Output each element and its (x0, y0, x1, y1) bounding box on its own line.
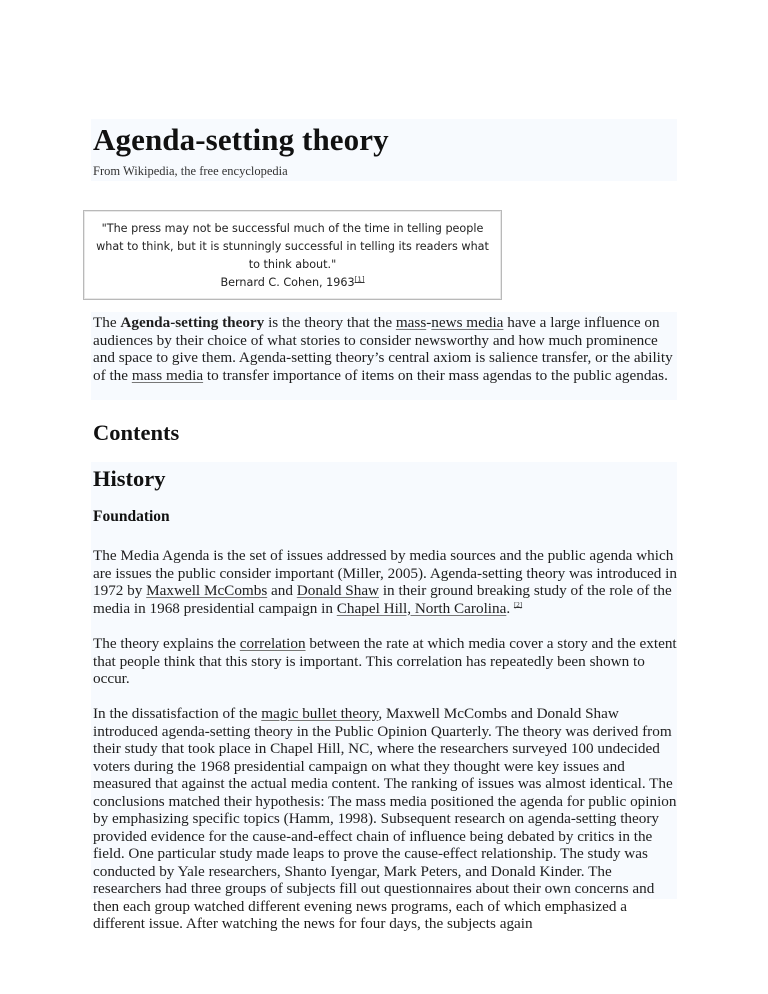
quote-text: "The press may not be successful much of the time in telling people what to think, but it is stunningly successful in telling its readers what to think about." (96, 222, 489, 271)
paragraph-text: in their ground breaking study of the role of the media in 1968 presidential campaign in (93, 582, 672, 617)
link-news-media[interactable]: news media (431, 314, 504, 331)
paragraph-text: . (506, 599, 514, 617)
citation-link-2[interactable]: [2] (513, 600, 523, 609)
quote-attribution (84, 274, 501, 292)
intro-paragraph (93, 314, 675, 384)
paragraph-text: The theory explains the (93, 635, 240, 652)
page-title: Agenda-setting theory (93, 122, 389, 157)
link-maxwell-mccombs[interactable]: Maxwell McCombs (146, 582, 268, 599)
paragraph-text: and (267, 582, 297, 599)
foundation-heading: Foundation (93, 508, 170, 525)
intro-section (91, 312, 677, 400)
contents-heading: Contents (93, 420, 180, 445)
citation-link-1[interactable]: [1] (354, 275, 365, 284)
tagline: From Wikipedia, the free encyclopedia (93, 164, 288, 178)
quote-attribution-text: Bernard C. Cohen, 1963 (220, 276, 355, 289)
history-section (91, 462, 677, 932)
link-chapel-hill[interactable]: Chapel Hill, North Carolina (336, 599, 507, 617)
history-heading: History (93, 466, 166, 491)
paragraph-text: The Media Agenda is the set of issues addressed by media sources and the public agenda which are issues the public consider important (Miller, 2005). Agenda-setting theory was introduced in 1972 by (93, 547, 677, 599)
link-correlation[interactable]: correlation (239, 635, 306, 652)
link-mass[interactable]: mass (395, 314, 427, 331)
history-paragraph-2 (93, 635, 677, 688)
intro-text: to transfer importance of items on their mass agendas to the public agendas. (203, 366, 668, 384)
link-mass-media[interactable]: mass media (131, 366, 204, 384)
history-paragraph-1 (93, 547, 677, 617)
title-block (91, 119, 677, 181)
paragraph-text: between the rate at which media cover a story and the extent that people think that this story is important. This correlation has repeatedly been shown to occur. (93, 635, 677, 687)
paragraph-text: , Maxwell McCombs and Donald Shaw introduced agenda-setting theory in the Public Opinion Quarterly. The theory was derived from their study that took place in Chapel Hill, NC, where the researchers surveyed 100 undecided voters during the 1968 presidential campaign on what they thought were key issues and measured that against the actual media content. The ranking of issues was almost identical. The conclusions matched their hypothesis: The mass media positioned the agenda for public opinion by emphasizing specific topics (Hamm, 1998). Subsequent research on agenda-setting theory provided evidence for the cause-and-effect chain of influence being debated by critics in the field. One particular study made leaps to prove the cause-effect relationship. The study was conducted by Yale researchers, Shanto Iyengar, Mark Peters, and Donald Kinder. The researchers had three groups of subjects fill out questionnaires about their own concerns and then each group watched different evening news programs, each of which emphasized a different issue. After watching the news for four days, the subjects again (93, 705, 677, 932)
intro-text: The (93, 314, 121, 331)
quote-box (83, 210, 502, 300)
history-paragraph-3 (93, 705, 677, 933)
paragraph-text: In the dissatisfaction of the (93, 705, 262, 722)
intro-bold-term: Agenda-setting theory (120, 314, 265, 331)
intro-text: - (426, 314, 432, 331)
link-magic-bullet-theory[interactable]: magic bullet theory (261, 705, 379, 722)
intro-text: have a large influence on audiences by their choice of what stories to consider newsworthy and how much prominence and space to give them. Agenda-setting theory’s central axiom is salience transfer, or the ability of the (93, 314, 673, 384)
intro-text: is the theory that the (264, 314, 396, 331)
link-donald-shaw[interactable]: Donald Shaw (296, 582, 380, 599)
